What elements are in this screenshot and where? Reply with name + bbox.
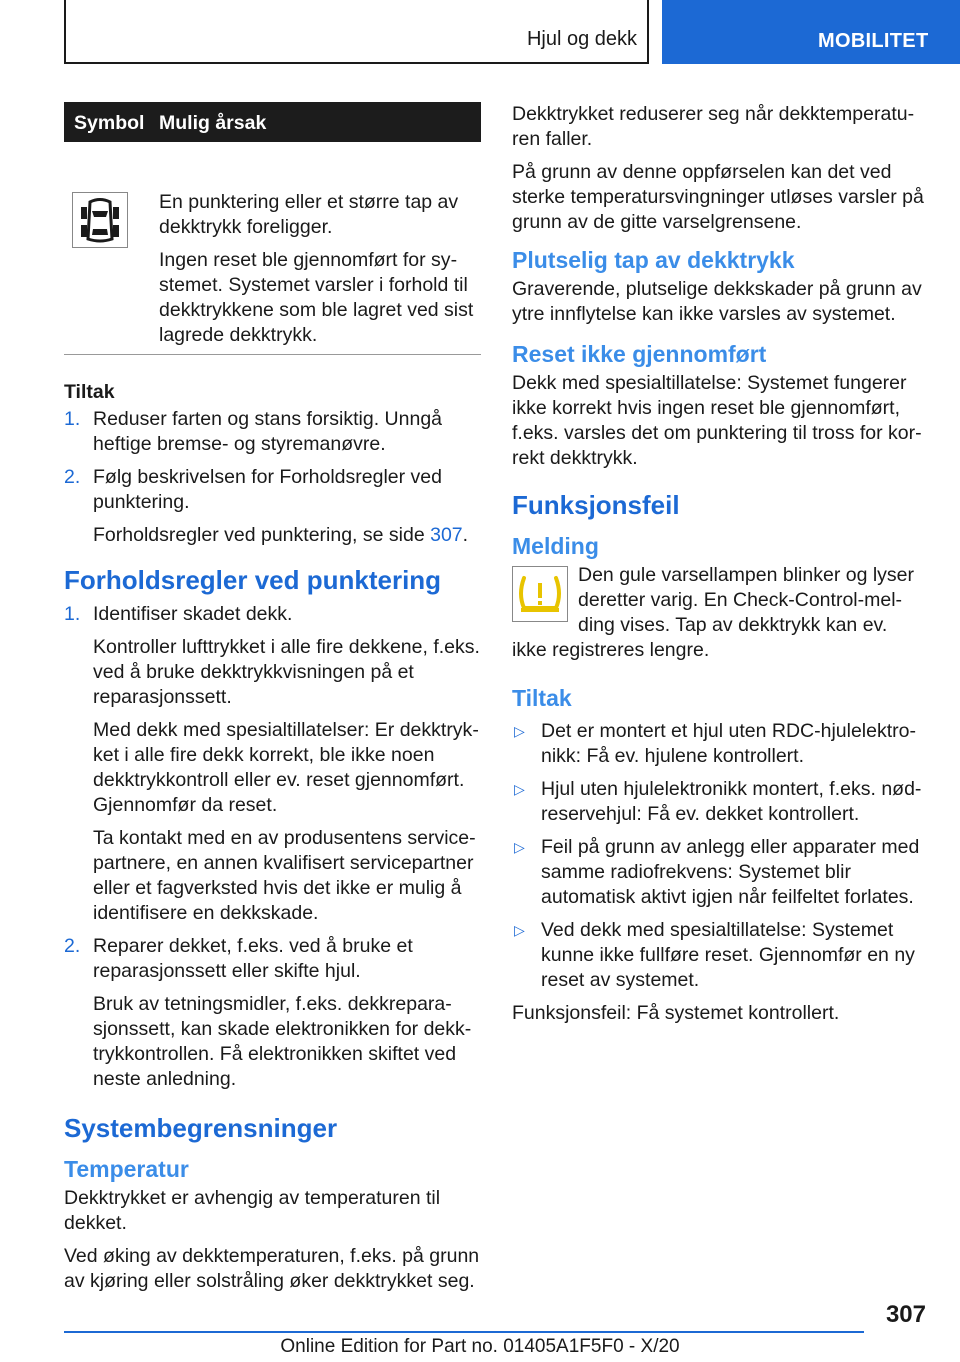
list-item: 1. Reduser farten og stans forsiktig. Unngå heftige bremse- og styremanøvre. (64, 408, 443, 455)
list-item: ▷ Hjul uten hjulelektronikk montert, f.eks. nødreservehjul: Få ev. dekket kontrollert. (514, 778, 922, 825)
tire-pressure-warning-icon (512, 566, 568, 622)
page-number: 307 (885, 1301, 926, 1328)
triangle-bullet-icon: ▷ (514, 922, 525, 938)
list-item: ▷ Ved dekk med spesialtillatelse: Systemet kunne ikke fullføre reset. Gjennomfør en ny reset av systemet. (514, 919, 915, 991)
cause-2: Ingen reset ble gjennomført for systemet. Systemet varsler i forhold til dekktrykkene som ble lagret ved sist lagrede dekktrykk. (159, 249, 474, 346)
list-item: 1. Identifiser skadet dekk. Kontroller lufttrykket i alle fire dekkene, f.eks. ved å bruke dekktrykkvisningen på et reparasjonssett. Med dekk med spesialtillatelser: Er dekktrykket i alle fire dekk korrekt, ble ikke noen dekktrykkontroll eller ev. reset gjennomført. Gjennomfør da reset. Ta kontakt med en av produsentens servicepartnere, en annen kvalifisert servicepartner eller et fagverksted hvis det ikke er mulig å identifisere en dekkskade. (64, 603, 480, 924)
temp-para-3: Dekktrykket reduserer seg når dekktemperaturen faller. (512, 103, 915, 150)
message-text: Den gule varsellampen blinker og lyser deretter varig. En Check-Control-melding vises. Tap av dekktrykk kan ev. ikke registreres lengre. (512, 564, 915, 661)
table-header (64, 102, 481, 142)
left-column (64, 102, 481, 1302)
chapter-tab[interactable] (662, 0, 960, 64)
cause-text (159, 190, 481, 356)
temp-para-2: Ved øking av dekktemperaturen, f.eks. på grunn av kjøring eller solstråling øker dekktrykket seg. (64, 1245, 480, 1292)
tiltak-2-heading: Tiltak (512, 685, 572, 711)
systembegrensninger-heading: Systembegrensninger (64, 1113, 338, 1143)
edition-note: Online Edition for Part no. 01405A1F5F0 - X/20 (280, 1336, 680, 1357)
tiltak-heading: Tiltak (64, 381, 115, 403)
section-title: Hjul og dekk (526, 28, 637, 50)
final-para: Funksjonsfeil: Få systemet kontrollert. (512, 1002, 840, 1024)
footer-rule (64, 1331, 864, 1333)
chapter-tab-label: MOBILITET (818, 30, 929, 52)
forholdsregler-steps (64, 602, 481, 1092)
message-block (512, 563, 924, 663)
right-column (512, 102, 924, 1034)
malfunction-list (512, 719, 924, 993)
col-cause: Mulig årsak (159, 112, 267, 134)
melding-heading: Melding (512, 533, 599, 559)
triangle-bullet-icon: ▷ (514, 723, 525, 739)
reset-para: Dekk med spesialtillatelse: Systemet fungerer ikke korrekt hvis ingen reset ble gjennomført, f.eks. varsles det om punktering til tross for korrekt dekktrykk. (512, 372, 922, 469)
car-tire-pressure-icon (72, 192, 128, 248)
col-symbol: Symbol (74, 112, 145, 134)
list-item: 2. Reparer dekket, f.eks. ved å bruke et reparasjonssett eller skifte hjul. Bruk av tetningsmidler, f.eks. dekkreparasjonssett, kan skade elektronikken for dekktrykkontrollen. Få elektronikken skiftet ved neste anledning. (64, 935, 472, 1090)
table-row (64, 142, 481, 355)
funksjonsfeil-heading: Funksjonsfeil (512, 490, 680, 520)
temp-para-1: Dekktrykket er avhengig av temperaturen til dekket. (64, 1187, 441, 1234)
triangle-bullet-icon: ▷ (514, 839, 525, 855)
temp-para-4: På grunn av denne oppførselen kan det ved sterke temperatursvingninger utløses varsler på grunn av de gitte varselgrensene. (512, 161, 924, 233)
list-item: ▷ Feil på grunn av anlegg eller apparater med samme radiofrekvens: Systemet blir automatisk aktivt igjen når feilfeltet forlates. (514, 836, 920, 908)
triangle-bullet-icon: ▷ (514, 781, 525, 797)
list-item: ▷ Det er montert et hjul uten RDC-hjulelektronikk: Få ev. hjulene kontrollert. (514, 720, 916, 767)
forholdsregler-heading: Forholdsregler ved punktering (64, 565, 442, 595)
list-item: 2. Følg beskrivelsen for Forholdsregler ved punktering. Forholdsregler ved punktering, se side 307. (64, 466, 469, 546)
sudden-para: Graverende, plutselige dekkskader på grunn av ytre innflytelse kan ikke varsles av systemet. (512, 278, 922, 325)
temperatur-heading: Temperatur (64, 1156, 189, 1182)
symbol-table (64, 102, 481, 355)
plutselig-heading: Plutselig tap av dekktrykk (512, 247, 795, 273)
header-frame (64, 0, 649, 64)
cause-1: En punktering eller et større tap av dekktrykk foreligger. (159, 191, 459, 238)
reset-heading: Reset ikke gjennomført (512, 341, 767, 367)
tiltak-steps (64, 407, 481, 548)
page-ref-link[interactable]: 307 (430, 524, 463, 546)
